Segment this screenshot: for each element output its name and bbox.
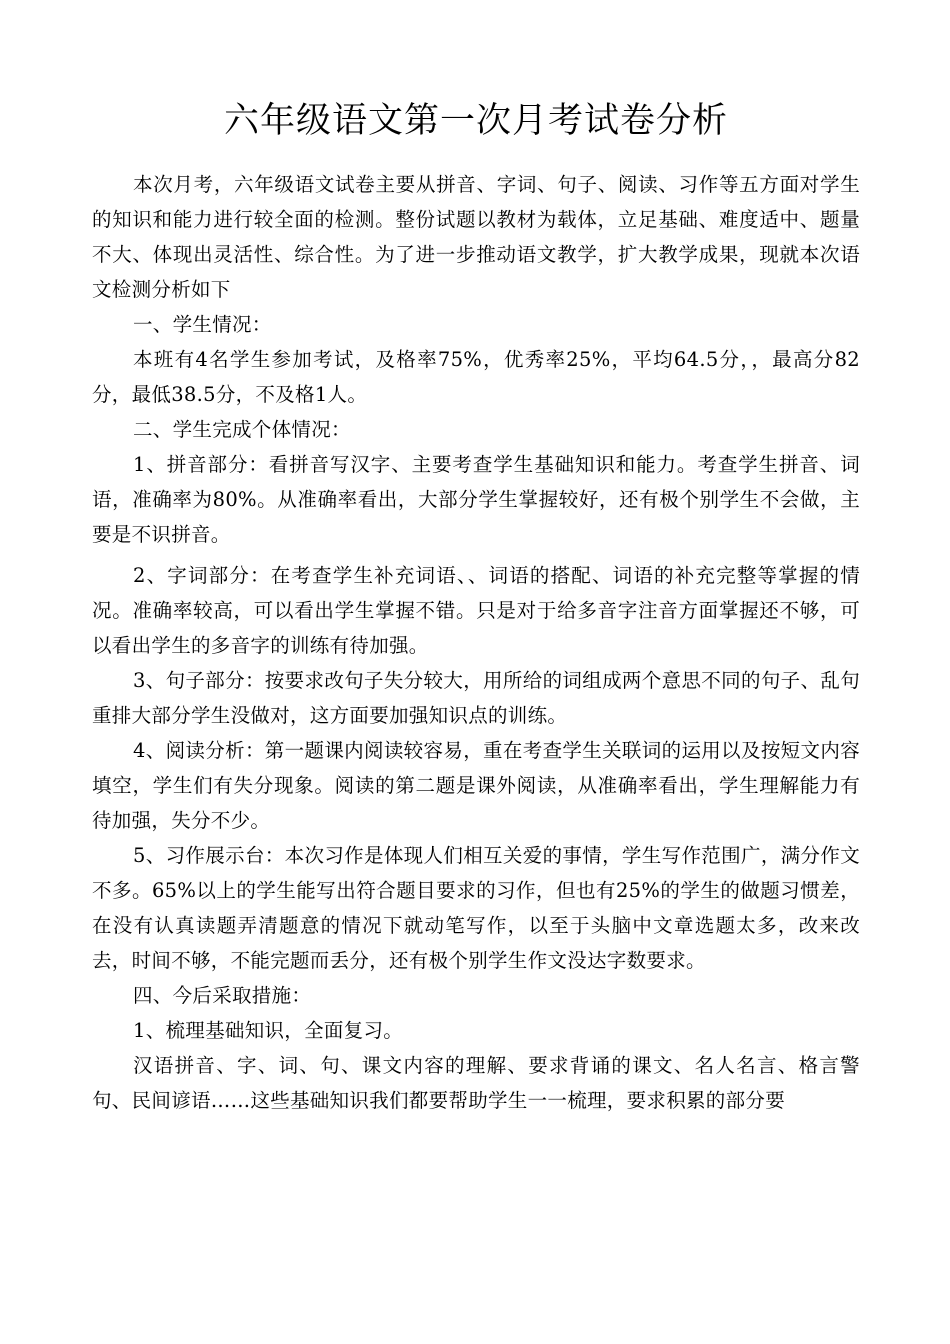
measure-1-paragraph: 汉语拼音、字、词、句、课文内容的理解、要求背诵的课文、名人名言、格言警句、民间谚语……这些基础知识我们都要帮助学生一一梳理，要求积累的部分要 <box>92 1054 860 1112</box>
document-page <box>92 0 860 1118</box>
section-heading-measures: 四、今后采取措施： <box>133 984 312 1007</box>
sentences-paragraph: 3、句子部分：按要求改句子失分较大，用所给的词组成两个意思不同的句子、乱句重排大部分学生没做对，这方面要加强知识点的训练。 <box>92 669 860 727</box>
document-body <box>92 167 860 1118</box>
pinyin-paragraph: 1、拼音部分：看拼音写汉字、主要考查学生基础知识和能力。考查学生拼音、词语，准确率为80%。从准确率看出，大部分学生掌握较好，还有极个别学生不会做，主要是不识拼音。 <box>92 453 860 546</box>
section-heading-students: 一、学生情况： <box>133 313 272 336</box>
writing-paragraph: 5、习作展示台：本次习作是体现人们相互关爱的事情，学生写作范围广，满分作文不多。65%以上的学生能写出符合题目要求的习作，但也有25%的学生的做题习惯差，在没有认真读题弄清题意的情况下就动笔写作，以至于头脑中文章选题太多，改来改去，时间不够，不能完题而丢分，还有极个别学生作文没达字数要求。 <box>92 844 860 972</box>
section-heading-individual: 二、学生完成个体情况： <box>133 418 351 441</box>
words-paragraph: 2、字词部分：在考查学生补充词语、、词语的搭配、词语的补充完整等掌握的情况。准确率较高，可以看出学生掌握不错。只是对于给多音字注音方面掌握还不够，可以看出学生的多音字的训练有待加强。 <box>92 564 860 657</box>
document-title: 六年级语文第一次月考试卷分析 <box>223 101 728 141</box>
measure-1-heading: 1、梳理基础知识，全面复习。 <box>133 1019 404 1042</box>
intro-paragraph: 本次月考，六年级语文试卷主要从拼音、字词、句子、阅读、习作等五方面对学生的知识和能力进行较全面的检测。整份试题以教材为载体，立足基础、难度适中、题量不大、体现出灵活性、综合性。为了进一步推动语文教学，扩大教学成果，现就本次语文检测分析如下 <box>92 173 860 301</box>
reading-paragraph: 4、阅读分析：第一题课内阅读较容易，重在考查学生关联词的运用以及按短文内容填空，学生们有失分现象。阅读的第二题是课外阅读，从准确率看出，学生理解能力有待加强，失分不少。 <box>92 739 860 832</box>
student-stats-paragraph: 本班有4名学生参加考试，及格率75%，优秀率25%，平均64.5分，，最高分82分，最低38.5分，不及格1人。 <box>92 348 860 406</box>
